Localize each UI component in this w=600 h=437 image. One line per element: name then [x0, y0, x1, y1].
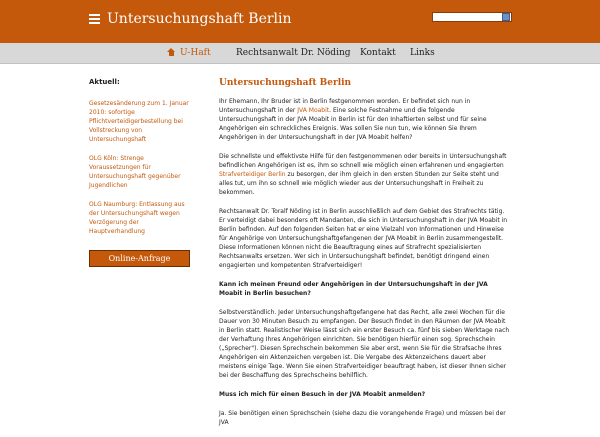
site-title-text[interactable]: Untersuchungshaft Berlin [107, 11, 292, 27]
question-registration: Muss ich mich für einen Besuch in der JVA Moabit anmelden? [219, 391, 426, 398]
paragraph-help: Die schnellste und effektivste Hilfe für den festgenommenen oder bereits in Untersuchungshaft befindlichen Angehörigen ist es, ihm so schnell wie möglich einen erfahrenen und engagierten Strafverteidiger Berlin zu besorgen, der ihm gleich in den ersten Stunden zur Seite steht und alles tut, um ihn so schnell wie möglich wieder aus der Untersuchungshaft in Freiheit zu bekommen. [219, 153, 507, 196]
site-header [0, 0, 600, 43]
sidebar-title: Aktuell: [89, 78, 120, 86]
nav-item-kontakt[interactable]: Kontakt [360, 48, 396, 58]
sidebar-link-olg-koeln[interactable]: OLG Köln: Strenge Voraussetzungen für Untersuchungshaft gegenüber Jugendlichen [89, 155, 181, 189]
main-content [219, 78, 512, 437]
nav-item-rechtsanwalt[interactable]: Rechtsanwalt Dr. Nöding [236, 48, 351, 58]
question-visit: Kann ich meinen Freund oder Angehörigen in der Untersuchungshaft in der JVA Moabit in Berlin besuchen? [219, 281, 488, 297]
site-title[interactable] [89, 11, 292, 27]
online-anfrage-button[interactable]: Online-Anfrage [89, 250, 190, 267]
link-jva-moabit[interactable]: JVA Moabit [297, 107, 330, 114]
link-strafverteidiger-berlin[interactable]: Strafverteidiger Berlin [219, 171, 286, 178]
answer-visit: Selbstverständlich. Jeder Untersuchungshaftgefangene hat das Recht, alle zwei Wochen für die Dauer von 30 Minuten Besuch zu empfangen. Der Besuch findet in den Räumen der JVA Moabit in Berlin statt. Realistischer Weise lässt sich ein erster Besuch ca. fünf bis sieben Werktage nach der Verhaftung Ihres Angehörigen einrichten. Sie benötigen hierfür einen sog. Sprechschein („Sprecher"). Diesen Sprechschein bekommen Sie aber erst, wenn Sie für die Strafsache Ihres Angehörigen ein Aktenzeichen vergeben ist. Die Vergabe des Aktenzeichens dauert aber meistens einige Tage. Wenn Sie einen Strafverteidiger beauftragt haben, ist dieser Ihnen sicher bei der Beschaffung des Sprechscheins behilflich. [219, 309, 510, 379]
main-nav [0, 43, 600, 64]
nav-item-links[interactable]: Links [410, 48, 435, 58]
sidebar-link-gesetzesaenderung[interactable]: Gesetzesänderung zum 1. Januar 2010: sofortige Pflichtverteidigerbestellung bei Vollstreckung von Untersuchungshaft [89, 100, 189, 143]
paragraph-lawyer: Rechtsanwalt Dr. Toralf Nöding ist in Berlin ausschließlich auf dem Gebiet des Strafrechts tätig. Er verteidigt dabei besonders oft Mandanten, die sich in Untersuchungshaft in der JVA Moabit in Berlin befinden. Auf den folgenden Seiten hat er eine Vielzahl von Informationen und Hinweise für Angehörige von Untersuchungshaftgefangenen der JVA Moabit in Berlin zusammengestellt. Diese Informationen können nicht die Beauftragung eines auf Strafrecht spezialisierten Rechtsanwalts ersetzen. Wer sich in Untersuchungshaft befindet, benötigt dringend einen engagierten und kompetenten Strafverteidiger! [219, 208, 508, 269]
paragraph-intro: Ihr Ehemann, Ihr Bruder ist in Berlin festgenommen worden. Er befindet sich nun in Untersuchungshaft in der JVA Moabit. Eine solche Festnahme und die folgende Untersuchungshaft in der JVA Moabit in Berlin ist für den Inhaftierten selbst und für seine Angehörigen ein schreckliches Ereignis. Was sollen Sie nun tun, wie können Sie Ihrem Angehörigen in der Untersuchungshaft in der JVA Moabit helfen? [219, 98, 487, 141]
page-title: Untersuchungshaft Berlin [219, 78, 352, 88]
search-icon[interactable] [502, 13, 510, 21]
sidebar-link-olg-naumburg[interactable]: OLG Naumburg: Entlassung aus der Untersuchungshaft wegen Verzögerung der Hauptverhandlung [89, 201, 185, 235]
sidebar [89, 78, 191, 246]
nav-item-u-haft[interactable]: U-Haft [158, 43, 220, 64]
search-input[interactable] [432, 12, 512, 22]
menu-icon[interactable] [89, 14, 100, 24]
answer-registration: Ja. Sie benötigen einen Sprechschein (siehe dazu die vorangehende Frage) und müssen bei der JVA [219, 410, 506, 426]
home-icon [167, 48, 176, 56]
